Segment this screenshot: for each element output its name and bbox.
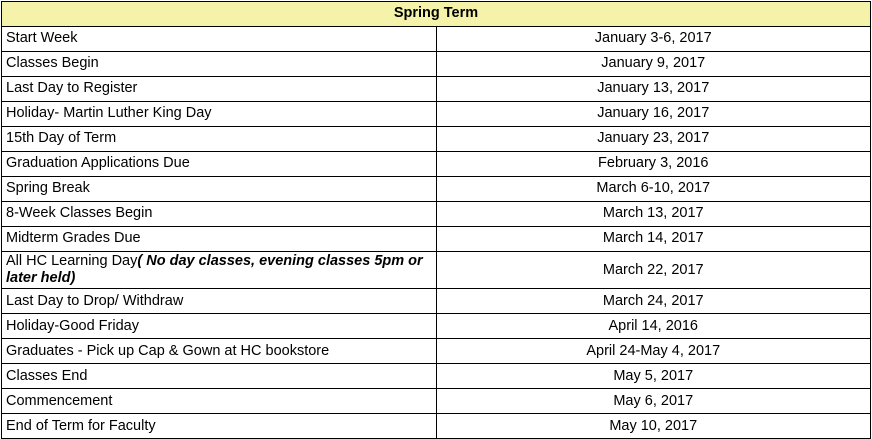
event-label: Start Week [6,30,78,47]
event-label: Holiday- Martin Luther King Day [6,105,212,122]
date-cell: January 3-6, 2017 [436,27,871,52]
event-cell [2,314,437,339]
event-label: 15th Day of Term [6,130,117,147]
date-cell: March 14, 2017 [436,227,871,252]
academic-calendar-container [0,1,872,439]
date-cell: April 14, 2016 [436,314,871,339]
event-label: Commencement [6,392,113,409]
spring-term-calendar-table [1,1,871,439]
table-row [2,314,871,339]
table-row [2,27,871,52]
date-cell: May 10, 2017 [436,414,871,439]
table-row [2,202,871,227]
table-row [2,152,871,177]
table-row [2,77,871,102]
event-cell [2,52,437,77]
date-cell: January 16, 2017 [436,102,871,127]
table-body [2,2,871,439]
event-label: Graduation Applications Due [6,155,190,172]
event-cell [2,252,437,289]
event-label: All HC Learning Day [6,253,138,269]
table-row [2,227,871,252]
date-cell: February 3, 2016 [436,152,871,177]
event-cell [2,152,437,177]
date-cell: March 22, 2017 [436,252,871,289]
table-row [2,289,871,314]
event-cell [2,177,437,202]
event-label: 8-Week Classes Begin [6,205,153,222]
table-row [2,177,871,202]
event-cell [2,364,437,389]
date-cell: May 6, 2017 [436,389,871,414]
event-label: End of Term for Faculty [6,417,156,434]
event-label: Holiday-Good Friday [6,317,139,334]
event-cell [2,77,437,102]
event-label: Last Day to Drop/ Withdraw [6,292,184,309]
event-label: Last Day to Register [6,80,138,97]
date-cell: April 24-May 4, 2017 [436,339,871,364]
date-cell: January 23, 2017 [436,127,871,152]
table-row [2,252,871,289]
event-cell [2,102,437,127]
table-row [2,364,871,389]
event-cell [2,414,437,439]
event-cell [2,127,437,152]
date-cell: May 5, 2017 [436,364,871,389]
event-cell [2,289,437,314]
date-cell: March 13, 2017 [436,202,871,227]
event-label: Classes Begin [6,55,99,72]
date-cell: March 24, 2017 [436,289,871,314]
table-row [2,127,871,152]
event-label: Graduates - Pick up Cap & Gown at HC bookstore [6,342,330,359]
table-row [2,389,871,414]
table-title: Spring Term [2,2,871,27]
table-row [2,102,871,127]
event-label: Spring Break [6,180,90,197]
table-header-row [2,2,871,27]
event-label: Classes End [6,367,88,384]
date-cell: March 6-10, 2017 [436,177,871,202]
event-label: Midterm Grades Due [6,230,141,247]
event-cell [2,27,437,52]
date-cell: January 13, 2017 [436,77,871,102]
date-cell: January 9, 2017 [436,52,871,77]
event-cell [2,202,437,227]
event-note: ( No day classes, evening classes 5pm or later held) [6,253,423,286]
event-cell [2,227,437,252]
event-cell [2,339,437,364]
table-row [2,339,871,364]
table-row [2,414,871,439]
event-cell [2,389,437,414]
table-row [2,52,871,77]
